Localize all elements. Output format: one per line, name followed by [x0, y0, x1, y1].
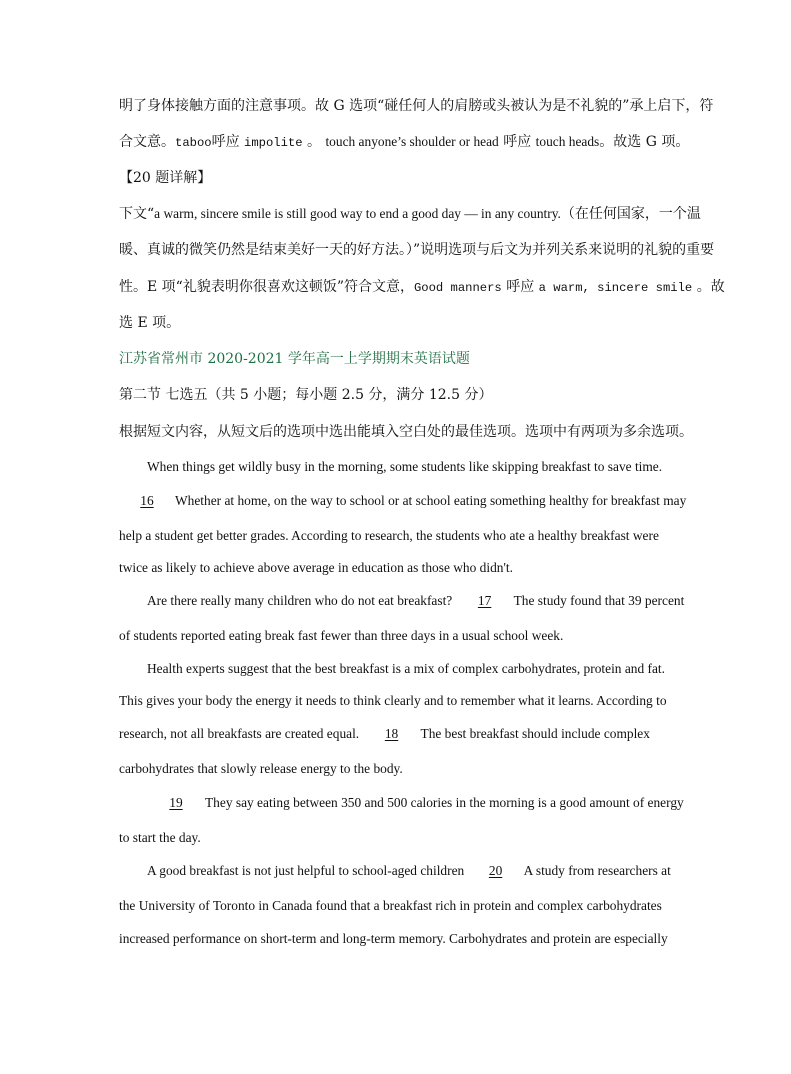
section-title-text: 第二节 七选五（共 5 小题；每小题 2.5 分，满分 12.5 分） — [119, 387, 493, 403]
analysis-line-1 — [119, 96, 713, 116]
analysis-line-3 — [119, 204, 701, 224]
analysis-text: 。故选 G 项。 — [599, 134, 690, 150]
blank-18: 18 — [384, 726, 399, 741]
passage-p3-line-4 — [119, 759, 403, 779]
passage-text: Health experts suggest that the best breakfast is a mix of complex carbohydrates, protein and fat. — [147, 661, 665, 676]
passage-text: When things get wildly busy in the morning, some students like skipping breakfast to save time. — [147, 459, 663, 474]
passage-text: The study found that 39 percent — [513, 593, 685, 608]
analysis-line-4 — [119, 240, 714, 260]
passage-text: of students reported eating break fast fewer than three days in a usual school week. — [119, 628, 564, 643]
passage-p3-line-3 — [119, 724, 650, 744]
quoted-sentence: a warm, sincere smile is still good way to end a good day — in any country. — [154, 206, 561, 221]
source-title-text: 江苏省常州市 2020-2021 学年高一上学期期末英语试题 — [119, 351, 470, 367]
passage-p1-line-4 — [119, 558, 513, 578]
passage-p3-line-1 — [147, 659, 665, 679]
analysis-text: 呼应 — [506, 279, 535, 295]
passage-text: Whether at home, on the way to school or at school eating something healthy for breakfast may — [175, 493, 687, 508]
passage-p2-line-1 — [147, 591, 684, 611]
analysis-text: 呼应 — [211, 134, 240, 150]
analysis-line-6 — [119, 313, 180, 333]
keyword: touch heads — [535, 134, 600, 149]
passage-text: research, not all breakfasts are created equal. — [119, 726, 360, 741]
source-title — [119, 349, 470, 369]
instructions-text: 根据短文内容，从短文后的选项中选出能填入空白处的最佳选项。选项中有两项为多余选项。 — [119, 424, 693, 440]
question-20-heading — [119, 168, 211, 188]
analysis-line-2 — [119, 132, 689, 153]
passage-p5-line-2 — [119, 896, 662, 916]
passage-text: The best breakfast should include complex — [420, 726, 650, 741]
analysis-text: 。故 — [696, 279, 725, 295]
passage-text: This gives your body the energy it needs to think clearly and to remember what it learns. According to — [119, 693, 667, 708]
analysis-line-5 — [119, 277, 725, 298]
passage-p2-line-2 — [119, 626, 563, 646]
analysis-text: 下文“ — [119, 206, 155, 222]
passage-text: increased performance on short-term and long-term memory. Carbohydrates and protein are especially — [119, 931, 668, 946]
passage-text: They say eating between 350 and 500 calories in the morning is a good amount of energy — [205, 795, 684, 810]
passage-text: A good breakfast is not just helpful to school-aged children — [147, 863, 465, 878]
keyword: taboo — [175, 136, 212, 150]
passage-p1-line-3 — [119, 526, 659, 546]
passage-p4-line-2 — [119, 828, 201, 848]
keyword: touch anyone’s shoulder or head — [325, 134, 499, 149]
passage-text: A study from researchers at — [523, 863, 671, 878]
keyword: a warm, sincere smile — [538, 281, 693, 295]
analysis-text: （在任何国家，一个温 — [560, 206, 701, 222]
passage-text: the University of Toronto in Canada found that a breakfast rich in protein and complex carbohydrates — [119, 898, 662, 913]
blank-16: 16 — [140, 493, 154, 508]
passage-p5-line-1 — [147, 861, 671, 881]
passage-text: to start the day. — [119, 830, 201, 845]
passage-p3-line-2 — [119, 691, 667, 711]
passage-text: twice as likely to achieve above average in education as those who didn't. — [119, 560, 513, 575]
keyword: Good manners — [413, 281, 502, 295]
analysis-text: 合文意。 — [119, 134, 175, 150]
blank-17: 17 — [477, 593, 492, 608]
analysis-text: 。 — [307, 134, 321, 150]
passage-text: help a student get better grades. According to research, the students who ate a healthy breakfast were — [119, 528, 659, 543]
analysis-text: 暖、真诚的微笑仍然是结束美好一天的好方法。）”说明选项与后文为并列关系来说明的礼貌的重要 — [119, 242, 715, 258]
analysis-text: 选 E 项。 — [119, 315, 181, 331]
analysis-text: 性。E 项“礼貌表明你很喜欢这顿饭”符合文意， — [119, 279, 414, 295]
passage-text: Are there really many children who do not eat breakfast? — [147, 593, 453, 608]
keyword: impolite — [244, 136, 303, 150]
section-title — [119, 385, 493, 405]
blank-19: 19 — [169, 795, 183, 810]
heading-text: 【20 题详解】 — [119, 170, 212, 186]
analysis-text: 明了身体接触方面的注意事项。故 G 选项“碰任何人的肩膀或头被认为是不礼貌的”承上启下，符 — [119, 98, 714, 114]
instructions — [119, 422, 693, 442]
blank-20: 20 — [488, 863, 503, 878]
passage-p4-line-1 — [147, 793, 684, 813]
passage-p1-line-1 — [147, 457, 662, 477]
analysis-text: 呼应 — [503, 134, 532, 150]
passage-p1-line-2 — [119, 491, 686, 511]
passage-p5-line-3 — [119, 929, 668, 949]
passage-text: carbohydrates that slowly release energy to the body. — [119, 761, 403, 776]
